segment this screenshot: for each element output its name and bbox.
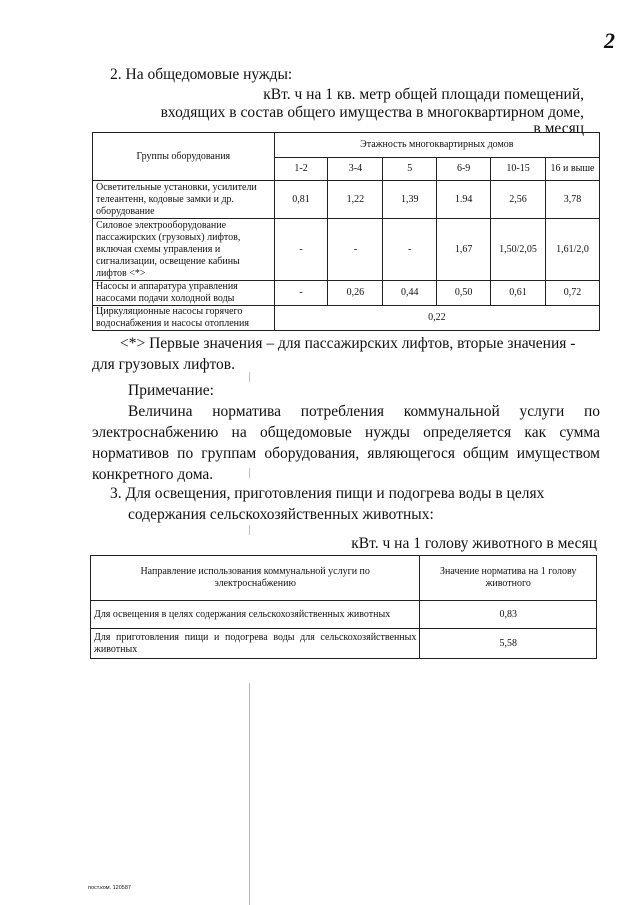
header-floor-count: Этажность многоквартирных домов: [274, 133, 599, 158]
table-row: [93, 306, 600, 331]
merged-cell-value: 0,22: [274, 306, 599, 331]
cell-value: 1,22: [328, 181, 383, 219]
table-row: [91, 601, 597, 629]
row-value: 5,58: [420, 629, 597, 659]
cell-value: 3,78: [546, 181, 600, 219]
row-label: Осветительные установки, усилители телеантенн, кодовые замки и др. оборудование: [93, 181, 275, 219]
row-direction: Для приготовления пищи и подогрева воды для сельскохозяйственных животных: [91, 629, 420, 659]
cell-value: 1.94: [437, 181, 491, 219]
scan-artifact: [249, 372, 250, 382]
section-3-unit: кВт. ч на 1 голову животного в месяц: [351, 535, 597, 552]
row-value: 0,83: [420, 601, 597, 629]
header-value: Значение норматива на 1 голову животного: [420, 556, 597, 601]
row-label: Циркуляционные насосы горячего водоснабжения и насосы отопления: [93, 306, 275, 331]
section-3-heading: [110, 483, 600, 525]
section-3-heading-line-2: содержания сельскохозяйственных животных:: [128, 506, 434, 523]
header-equipment-groups: Группы оборудования: [93, 133, 275, 181]
cell-value: -: [383, 219, 437, 281]
cell-value: 0,72: [546, 281, 600, 306]
floor-col-16-plus: 16 и выше: [546, 158, 600, 181]
note-title: Примечание:: [128, 382, 214, 399]
cell-value: -: [274, 281, 328, 306]
unit-line-1: кВт. ч на 1 кв. метр общей площади помещений,: [263, 86, 584, 103]
row-label: Силовое электрооборудование пассажирских (грузовых) лифтов, включая схемы управления и сигнализации, освещение кабины лифтов <*>: [93, 219, 275, 281]
cell-value: 1,61/2,0: [546, 219, 600, 281]
cell-value: 0,81: [274, 181, 328, 219]
general-needs-table: [92, 132, 600, 331]
floor-col-10-15: 10-15: [491, 158, 546, 181]
cell-value: 1,50/2,05: [491, 219, 546, 281]
footer-code: пост.ком. 120587: [88, 885, 131, 891]
cell-value: 0,61: [491, 281, 546, 306]
unit-line-2: входящих в состав общего имущества в многоквартирном доме,: [160, 104, 584, 121]
table-row: [93, 181, 600, 219]
floor-col-5: 5: [383, 158, 437, 181]
livestock-table: [90, 555, 597, 659]
floor-col-6-9: 6-9: [437, 158, 491, 181]
floor-col-1-2: 1-2: [274, 158, 328, 181]
scan-artifact-line: [249, 683, 250, 905]
note-body: Величина норматива потребления коммунальной услуги по электроснабжению на общедомовые нужды определяется как сумма нормативов по группам оборудования, являющегося общим имуществом конкретного дома.: [92, 403, 600, 483]
cell-value: -: [274, 219, 328, 281]
lift-footnote: <*> Первые значения – для пассажирских лифтов, вторые значения - для грузовых лифтов.: [92, 335, 576, 373]
scan-artifact: [249, 525, 250, 535]
cell-value: 0,50: [437, 281, 491, 306]
header-direction: Направление использования коммунальной услуги по электроснабжению: [91, 556, 420, 601]
cell-value: 0,26: [328, 281, 383, 306]
row-label: Насосы и аппаратура управления насосами подачи холодной воды: [93, 281, 275, 306]
section-3-heading-line-1: 3. Для освещения, приготовления пищи и подогрева воды в целях: [110, 485, 545, 502]
cell-value: -: [328, 219, 383, 281]
floor-col-3-4: 3-4: [328, 158, 383, 181]
scan-artifact: [249, 468, 250, 478]
cell-value: 1,39: [383, 181, 437, 219]
table-row: [93, 281, 600, 306]
table-row: [91, 629, 597, 659]
cell-value: 0,44: [383, 281, 437, 306]
cell-value: 2,56: [491, 181, 546, 219]
section-2-heading: 2. На общедомовые нужды:: [110, 66, 293, 83]
table-row: [93, 219, 600, 281]
unit-line-3: в месяц: [533, 120, 584, 137]
cell-value: 1,67: [437, 219, 491, 281]
page-number: 2: [604, 28, 615, 53]
row-direction: Для освещения в целях содержания сельскохозяйственных животных: [91, 601, 420, 629]
